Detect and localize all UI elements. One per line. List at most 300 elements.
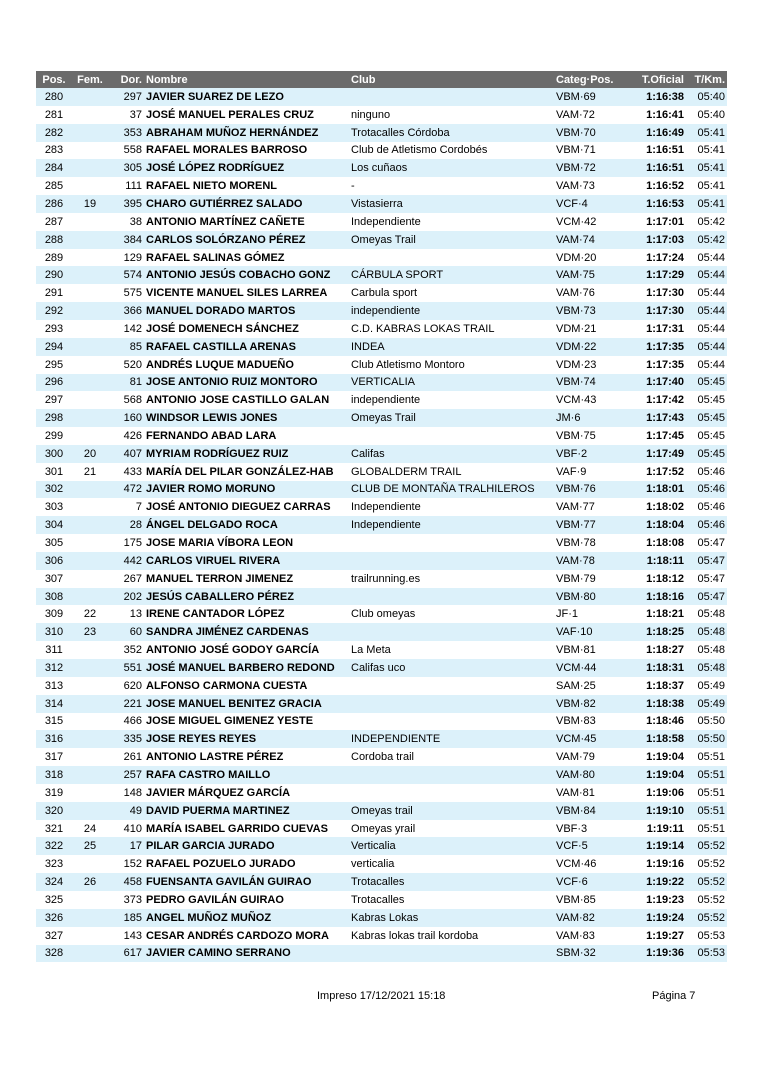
cell-nombre: DAVID PUERMA MARTINEZ — [144, 802, 349, 820]
header-toficial: T.Oficial — [629, 71, 686, 88]
cell-fem: 26 — [72, 873, 108, 891]
cell-toficial: 1:18:08 — [646, 537, 684, 550]
cell-dor: 111 — [125, 180, 142, 193]
cell-club: La Meta — [351, 644, 391, 657]
cell-fem — [72, 659, 108, 677]
cell-nombre: MARÍA ISABEL GARRIDO CUEVAS — [146, 822, 328, 835]
cell-toficial: 1:17:45 — [646, 429, 684, 442]
cell-club — [349, 784, 554, 802]
cell-pos: 286 — [36, 195, 72, 213]
cell-pos: 298 — [36, 409, 72, 427]
cell-toficial: 1:18:01 — [629, 481, 686, 499]
cell-dor: 17 — [108, 837, 144, 855]
cell-toficial: 1:18:11 — [629, 552, 686, 570]
cell-categ: VCM·44 — [554, 659, 629, 677]
table-row — [36, 231, 727, 249]
table-row — [36, 106, 727, 124]
header-categ: Categ·Pos. — [554, 71, 629, 88]
table-row — [36, 748, 727, 766]
cell-nombre: JAVIER ROMO MORUNO — [144, 481, 349, 499]
cell-toficial: 1:18:38 — [629, 695, 686, 713]
header-nombre: Nombre — [144, 71, 349, 88]
cell-fem — [72, 320, 108, 338]
cell-club — [349, 713, 554, 731]
cell-fem — [72, 427, 108, 445]
cell-toficial: 1:18:46 — [646, 715, 684, 728]
cell-nombre: CESAR ANDRÉS CARDOZO MORA — [146, 929, 329, 942]
cell-pos: 294 — [36, 338, 72, 356]
cell-tkm: 05:44 — [686, 302, 727, 320]
cell-tkm: 05:46 — [686, 481, 727, 499]
cell-categ: VCF·5 — [554, 837, 629, 855]
cell-fem — [72, 855, 108, 873]
cell-categ: VBM·83 — [556, 715, 596, 728]
table-row — [36, 320, 727, 338]
table-row — [36, 284, 727, 302]
table-row — [36, 623, 727, 641]
cell-pos: 282 — [36, 124, 72, 142]
cell-categ: VCM·42 — [556, 215, 597, 228]
cell-tkm: 05:51 — [697, 822, 725, 835]
cell-toficial: 1:16:51 — [646, 144, 684, 157]
cell-fem — [72, 159, 108, 177]
cell-fem — [72, 124, 108, 142]
cell-club: Omeyas trail — [349, 802, 554, 820]
cell-tkm: 05:44 — [697, 322, 725, 335]
cell-dor: 297 — [108, 88, 144, 106]
table-row — [36, 641, 727, 659]
cell-fem: 23 — [72, 623, 108, 641]
cell-toficial: 1:19:27 — [646, 929, 684, 942]
cell-club — [349, 534, 554, 552]
cell-club: Trotacalles — [349, 873, 554, 891]
cell-tkm: 05:49 — [697, 679, 725, 692]
cell-club: Kabras lokas trail kordoba — [351, 929, 479, 942]
cell-club: CÁRBULA SPORT — [349, 266, 554, 284]
cell-club — [349, 88, 554, 106]
cell-fem — [72, 570, 108, 588]
cell-categ: VDM·20 — [556, 251, 597, 264]
cell-tkm: 05:45 — [686, 445, 727, 463]
header-pos: Pos. — [36, 71, 72, 88]
table-row — [36, 213, 727, 231]
cell-fem — [72, 177, 108, 195]
cell-tkm: 05:48 — [686, 623, 727, 641]
cell-toficial: 1:17:40 — [629, 374, 686, 392]
cell-nombre: PEDRO GAVILÁN GUIRAO — [146, 893, 284, 906]
cell-dor: 366 — [108, 302, 144, 320]
cell-club: independiente — [351, 394, 421, 407]
cell-nombre: VICENTE MANUEL SILES LARREA — [146, 287, 328, 300]
cell-toficial: 1:18:04 — [629, 516, 686, 534]
table-row — [36, 730, 727, 748]
cell-toficial: 1:17:35 — [646, 358, 684, 371]
cell-toficial: 1:18:12 — [646, 572, 684, 585]
cell-nombre: JAVIER CAMINO SERRANO — [144, 945, 349, 963]
cell-club: independiente — [349, 302, 554, 320]
cell-pos: 324 — [36, 873, 72, 891]
cell-categ: VBF·3 — [556, 822, 588, 835]
cell-nombre: RAFAEL POZUELO JURADO — [146, 858, 296, 871]
cell-dor: 60 — [108, 623, 144, 641]
cell-dor: 384 — [108, 231, 144, 249]
cell-categ: JM·6 — [554, 409, 629, 427]
cell-toficial: 1:17:42 — [646, 394, 684, 407]
cell-toficial: 1:17:31 — [646, 322, 684, 335]
cell-club: INDEA — [349, 338, 554, 356]
table-row — [36, 837, 727, 855]
cell-nombre: ANTONIO JESÚS COBACHO GONZ — [144, 266, 349, 284]
cell-fem: 19 — [72, 195, 108, 213]
cell-toficial: 1:17:49 — [629, 445, 686, 463]
cell-club: INDEPENDIENTE — [349, 730, 554, 748]
cell-dor: 257 — [108, 766, 144, 784]
cell-fem — [72, 945, 108, 963]
cell-dor: 352 — [123, 644, 142, 657]
cell-pos: 316 — [36, 730, 72, 748]
cell-categ: VAF·9 — [556, 465, 587, 478]
cell-pos: 293 — [44, 322, 64, 335]
cell-tkm: 05:42 — [697, 215, 725, 228]
cell-nombre: CHARO GUTIÉRREZ SALADO — [144, 195, 349, 213]
cell-dor: 143 — [123, 929, 142, 942]
table-row — [36, 677, 727, 695]
cell-club: - — [351, 180, 355, 193]
cell-dor: 620 — [123, 679, 142, 692]
table-row — [36, 356, 727, 374]
cell-tkm: 05:44 — [686, 338, 727, 356]
page-number: Página 7 — [652, 990, 696, 1002]
cell-nombre: RAFA CASTRO MAILLO — [144, 766, 349, 784]
cell-pos: 302 — [36, 481, 72, 499]
cell-nombre: JOSE MANUEL BENITEZ GRACIA — [144, 695, 349, 713]
cell-pos: 314 — [36, 695, 72, 713]
cell-tkm: 05:51 — [686, 802, 727, 820]
cell-categ: VAM·74 — [554, 231, 629, 249]
cell-toficial: 1:18:02 — [646, 501, 684, 514]
cell-club — [349, 427, 554, 445]
cell-nombre: MYRIAM RODRÍGUEZ RUIZ — [144, 445, 349, 463]
cell-fem — [72, 784, 108, 802]
cell-categ: VAF·10 — [554, 623, 629, 641]
cell-categ: SBM·32 — [554, 945, 629, 963]
cell-fem — [72, 481, 108, 499]
cell-dor: 575 — [123, 287, 142, 300]
cell-categ: VBM·84 — [554, 802, 629, 820]
table-row — [36, 266, 727, 284]
cell-dor: 551 — [108, 659, 144, 677]
cell-fem — [72, 231, 108, 249]
cell-toficial: 1:18:58 — [629, 730, 686, 748]
cell-fem — [72, 766, 108, 784]
cell-dor: 13 — [129, 608, 142, 621]
cell-pos: 322 — [36, 837, 72, 855]
cell-tkm: 05:48 — [697, 608, 725, 621]
cell-club: Cordoba trail — [351, 751, 414, 764]
cell-pos: 303 — [44, 501, 64, 514]
cell-fem — [72, 284, 108, 302]
cell-tkm: 05:44 — [686, 266, 727, 284]
table-row — [36, 195, 727, 213]
cell-categ: VDM·21 — [556, 322, 597, 335]
cell-club: Independiente — [351, 501, 421, 514]
cell-dor: 160 — [108, 409, 144, 427]
table-row — [36, 802, 727, 820]
table-row — [36, 873, 727, 891]
cell-nombre: ÁNGEL DELGADO ROCA — [144, 516, 349, 534]
cell-club: verticalia — [351, 858, 395, 871]
cell-nombre: RAFAEL SALINAS GÓMEZ — [146, 251, 285, 264]
cell-toficial: 1:17:01 — [646, 215, 684, 228]
cell-toficial: 1:18:21 — [646, 608, 684, 621]
cell-categ: VAM·80 — [554, 766, 629, 784]
cell-tkm: 05:41 — [697, 180, 725, 193]
table-header-row — [36, 71, 727, 88]
table-row — [36, 605, 727, 623]
cell-fem — [72, 534, 108, 552]
cell-fem — [72, 498, 108, 516]
cell-nombre: MANUEL DORADO MARTOS — [144, 302, 349, 320]
table-row — [36, 249, 727, 267]
cell-club: Carbula sport — [351, 287, 418, 300]
cell-fem — [72, 695, 108, 713]
cell-dor: 81 — [108, 374, 144, 392]
table-body — [36, 88, 727, 962]
cell-dor: 407 — [108, 445, 144, 463]
cell-dor: 142 — [123, 322, 142, 335]
cell-pos: 309 — [44, 608, 64, 621]
cell-dor: 49 — [108, 802, 144, 820]
cell-pos: 323 — [44, 858, 64, 871]
cell-dor: 458 — [108, 873, 144, 891]
cell-dor: 185 — [108, 909, 144, 927]
cell-club: VERTICALIA — [349, 374, 554, 392]
cell-toficial: 1:16:38 — [629, 88, 686, 106]
cell-toficial: 1:19:11 — [646, 822, 684, 835]
cell-toficial: 1:19:36 — [629, 945, 686, 963]
cell-fem: 24 — [83, 822, 97, 835]
cell-tkm: 05:45 — [686, 409, 727, 427]
cell-tkm: 05:52 — [686, 873, 727, 891]
cell-dor: 152 — [123, 858, 142, 871]
cell-dor: 335 — [108, 730, 144, 748]
cell-pos: 296 — [36, 374, 72, 392]
cell-tkm: 05:46 — [697, 501, 725, 514]
cell-club: GLOBALDERM TRAIL — [351, 465, 462, 478]
cell-pos: 320 — [36, 802, 72, 820]
cell-tkm: 05:51 — [697, 786, 725, 799]
results-table — [36, 71, 727, 962]
table-row — [36, 588, 727, 606]
cell-nombre: ANTONIO JOSE CASTILLO GALAN — [146, 394, 330, 407]
cell-dor: 28 — [108, 516, 144, 534]
cell-toficial: 1:16:52 — [646, 180, 684, 193]
cell-categ: VBM·81 — [556, 644, 596, 657]
cell-fem — [72, 409, 108, 427]
cell-dor: 617 — [108, 945, 144, 963]
cell-fem — [72, 302, 108, 320]
cell-fem — [72, 748, 108, 766]
cell-toficial: 1:16:49 — [629, 124, 686, 142]
table-row — [36, 784, 727, 802]
cell-club: ninguno — [351, 108, 391, 121]
cell-nombre: JOSÉ LÓPEZ RODRÍGUEZ — [144, 159, 349, 177]
cell-fem — [72, 249, 108, 267]
printed-timestamp: Impreso 17/12/2021 15:18 — [317, 990, 446, 1002]
table-row — [36, 302, 727, 320]
cell-toficial: 1:19:04 — [646, 751, 684, 764]
cell-fem — [72, 802, 108, 820]
cell-categ: VBM·75 — [556, 429, 596, 442]
cell-tkm: 05:40 — [686, 88, 727, 106]
cell-dor: 472 — [108, 481, 144, 499]
cell-pos: 317 — [44, 751, 64, 764]
cell-categ: VBM·69 — [554, 88, 629, 106]
cell-dor: 373 — [123, 893, 142, 906]
cell-toficial: 1:18:27 — [646, 644, 684, 657]
cell-club — [349, 695, 554, 713]
cell-tkm: 05:51 — [686, 766, 727, 784]
cell-pos: 285 — [44, 180, 64, 193]
cell-club: Trotacalles Córdoba — [349, 124, 554, 142]
cell-fem — [72, 142, 108, 160]
cell-pos: 304 — [36, 516, 72, 534]
table-row — [36, 570, 727, 588]
cell-fem — [72, 356, 108, 374]
cell-fem — [72, 588, 108, 606]
cell-toficial: 1:19:23 — [646, 893, 684, 906]
cell-pos: 283 — [44, 144, 64, 157]
cell-nombre: PILAR GARCIA JURADO — [144, 837, 349, 855]
cell-dor: 221 — [108, 695, 144, 713]
cell-pos: 318 — [36, 766, 72, 784]
cell-pos: 300 — [36, 445, 72, 463]
cell-fem — [72, 909, 108, 927]
cell-toficial: 1:19:16 — [646, 858, 684, 871]
cell-tkm: 05:52 — [686, 837, 727, 855]
cell-categ: VBM·72 — [554, 159, 629, 177]
cell-pos: 312 — [36, 659, 72, 677]
cell-toficial: 1:18:16 — [629, 588, 686, 606]
cell-tkm: 05:48 — [697, 644, 725, 657]
cell-pos: 306 — [36, 552, 72, 570]
cell-nombre: ALFONSO CARMONA CUESTA — [146, 679, 308, 692]
cell-categ: VBM·80 — [554, 588, 629, 606]
header-club: Club — [349, 71, 554, 88]
table-row — [36, 534, 727, 552]
cell-club: Club Atletismo Montoro — [351, 358, 465, 371]
cell-tkm: 05:47 — [697, 537, 725, 550]
cell-fem — [72, 641, 108, 659]
table-row — [36, 927, 727, 945]
cell-pos: 295 — [44, 358, 64, 371]
table-row — [36, 481, 727, 499]
cell-fem — [72, 552, 108, 570]
cell-fem: 25 — [72, 837, 108, 855]
cell-pos: 315 — [44, 715, 64, 728]
cell-tkm: 05:50 — [697, 715, 725, 728]
cell-pos: 291 — [44, 287, 64, 300]
cell-dor: 442 — [108, 552, 144, 570]
table-row — [36, 391, 727, 409]
cell-toficial: 1:19:10 — [629, 802, 686, 820]
cell-fem — [72, 374, 108, 392]
cell-tkm: 05:41 — [686, 195, 727, 213]
cell-dor: 175 — [123, 537, 142, 550]
cell-nombre: RAFAEL MORALES BARROSO — [146, 144, 308, 157]
cell-club — [349, 623, 554, 641]
cell-fem: 20 — [72, 445, 108, 463]
cell-nombre: JOSÉ MANUEL BARBERO REDOND — [144, 659, 349, 677]
header-dor: Dor. — [108, 71, 144, 88]
cell-dor: 85 — [108, 338, 144, 356]
cell-tkm: 05:45 — [686, 374, 727, 392]
cell-club — [349, 945, 554, 963]
cell-dor: 148 — [123, 786, 142, 799]
table-row — [36, 498, 727, 516]
cell-nombre: CARLOS SOLÓRZANO PÉREZ — [144, 231, 349, 249]
cell-fem — [72, 88, 108, 106]
cell-club: Los cuñaos — [349, 159, 554, 177]
cell-categ: VBM·82 — [554, 695, 629, 713]
cell-nombre: MANUEL TERRON JIMENEZ — [146, 572, 294, 585]
cell-categ: VCF·6 — [554, 873, 629, 891]
cell-categ: VAM·72 — [556, 108, 595, 121]
cell-fem — [72, 713, 108, 731]
cell-pos: 319 — [44, 786, 64, 799]
cell-dor: 305 — [108, 159, 144, 177]
cell-tkm: 05:47 — [697, 572, 725, 585]
cell-dor: 466 — [123, 715, 142, 728]
cell-tkm: 05:44 — [697, 358, 725, 371]
cell-categ: VBM·79 — [556, 572, 596, 585]
cell-pos: 297 — [44, 394, 64, 407]
table-row — [36, 427, 727, 445]
cell-tkm: 05:53 — [686, 945, 727, 963]
cell-categ: VAM·73 — [556, 180, 595, 193]
cell-club: Califas — [349, 445, 554, 463]
cell-categ: VAM·79 — [556, 751, 595, 764]
cell-pos: 305 — [44, 537, 64, 550]
table-row — [36, 945, 727, 963]
cell-club: Independiente — [351, 215, 421, 228]
table-row — [36, 891, 727, 909]
cell-nombre: ANTONIO LASTRE PÉREZ — [146, 751, 284, 764]
cell-categ: JF·1 — [556, 608, 578, 621]
cell-club: Califas uco — [349, 659, 554, 677]
cell-nombre: RAFAEL CASTILLA ARENAS — [144, 338, 349, 356]
cell-tkm: 05:52 — [697, 858, 725, 871]
cell-categ: SAM·25 — [556, 679, 596, 692]
cell-toficial: 1:19:14 — [629, 837, 686, 855]
cell-club — [349, 677, 554, 695]
table-row — [36, 374, 727, 392]
cell-club: CLUB DE MONTAÑA TRALHILEROS — [349, 481, 554, 499]
cell-club: Omeyas yrail — [351, 822, 416, 835]
cell-dor: 261 — [123, 751, 142, 764]
cell-club — [349, 552, 554, 570]
cell-tkm: 05:46 — [697, 465, 725, 478]
cell-toficial: 1:16:41 — [646, 108, 684, 121]
cell-nombre: JAVIER MÁRQUEZ GARCÍA — [146, 786, 291, 799]
cell-nombre: ANGEL MUÑOZ MUÑOZ — [144, 909, 349, 927]
cell-club — [349, 588, 554, 606]
cell-nombre: WINDSOR LEWIS JONES — [144, 409, 349, 427]
cell-tkm: 05:50 — [686, 730, 727, 748]
cell-pos: 281 — [44, 108, 64, 121]
cell-dor: 7 — [135, 501, 142, 514]
cell-club: Kabras Lokas — [349, 909, 554, 927]
